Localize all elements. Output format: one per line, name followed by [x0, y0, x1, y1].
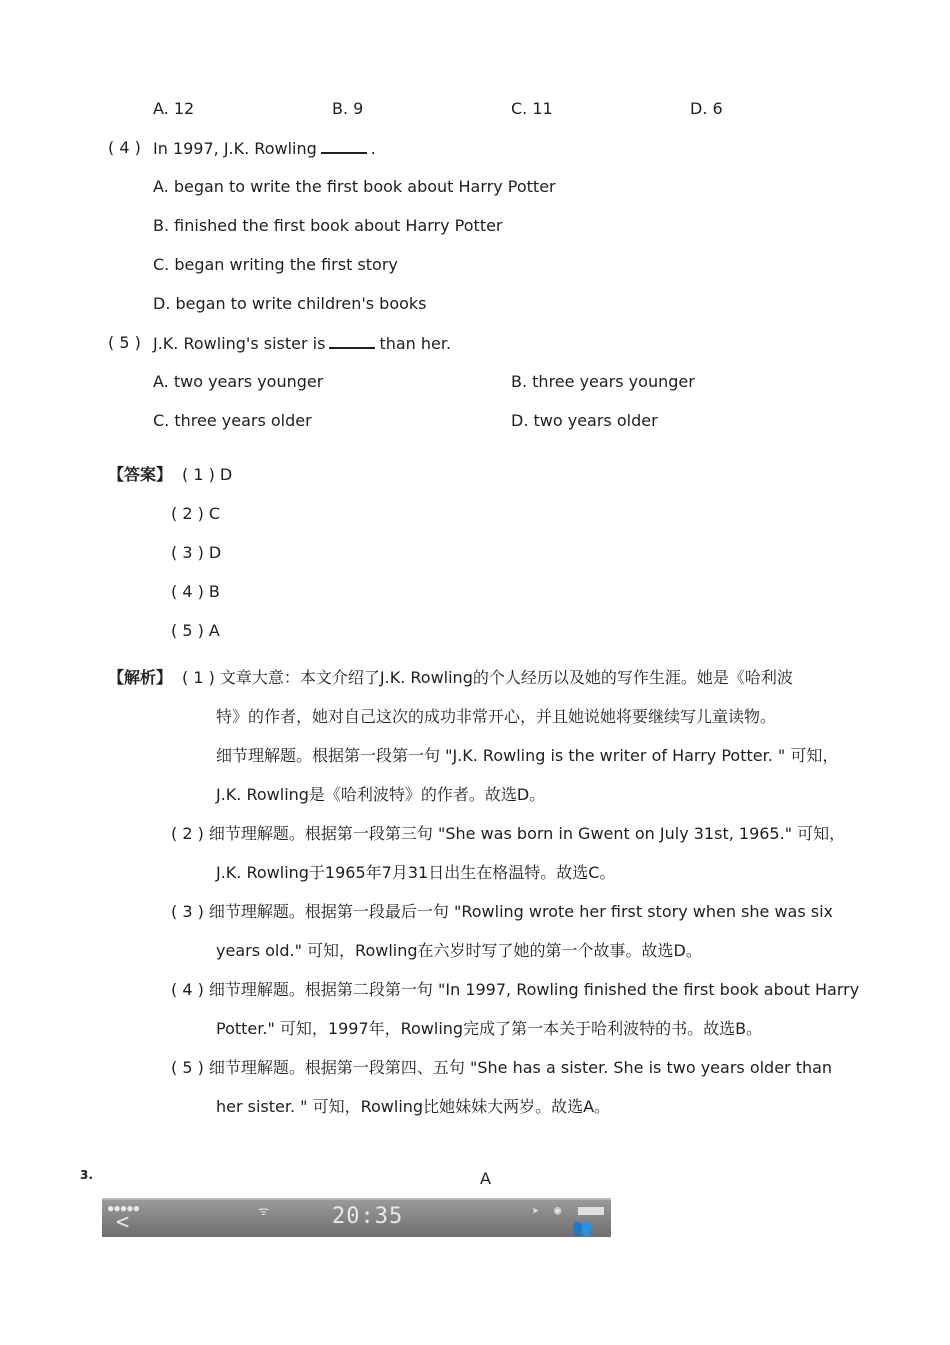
option-c: C. began writing the first story [153, 255, 398, 274]
analysis-line: ( 2 ) 细节理解题。根据第一段第三句 "She was born in Gwent on July 31st, 1965." 可知， [171, 824, 846, 843]
analysis-line: years old." 可知，Rowling在六岁时写了她的第一个故事。故选D。 [216, 941, 702, 960]
question-stem [153, 138, 376, 159]
answer-item: ( 2 ) C [171, 504, 221, 523]
analysis-line: ( 1 ) 文章大意：本文介绍了J.K. Rowling的个人经历以及她的写作生涯。她是《哈利波 [182, 668, 793, 687]
analysis-line: ( 5 ) 细节理解题。根据第一段第四、五句 "She has a sister. She is two years older than [171, 1058, 833, 1077]
option-d: D. began to write children's books [153, 294, 427, 313]
option-d: D. two years older [511, 411, 658, 430]
answer-blank [321, 138, 367, 154]
analysis-line: her sister. " 可知，Rowling比她妹妹大两岁。故选A。 [216, 1097, 611, 1116]
analysis-line: Potter." 可知，1997年，Rowling完成了第一本关于哈利波特的书。故选B。 [216, 1019, 763, 1038]
question-number: ( 5 ) [108, 333, 141, 352]
answer-item: ( 3 ) D [171, 543, 222, 562]
option-b: B. finished the first book about Harry Potter [153, 216, 503, 235]
option-b: B. 9 [332, 99, 364, 118]
signal-dots-icon: ●●●●● [108, 1204, 141, 1214]
phone-status-bar-image [102, 1198, 611, 1237]
stem-text: In 1997, J.K. Rowling [153, 139, 317, 158]
section-label: A [480, 1169, 491, 1188]
battery-icon [578, 1207, 604, 1215]
location-icon: ➤ [532, 1204, 540, 1218]
option-d: D. 6 [690, 99, 723, 118]
analysis-line: 细节理解题。根据第一段第一句 "J.K. Rowling is the writer of Harry Potter. " 可知， [216, 746, 839, 765]
analysis-line: J.K. Rowling于1965年7月31日出生在格温特。故选C。 [216, 863, 616, 882]
option-c: C. three years older [153, 411, 312, 430]
stem-text: J.K. Rowling's sister is [153, 334, 326, 353]
stem-text: than her. [379, 334, 452, 353]
contacts-icon: 👥 [572, 1218, 592, 1237]
option-b: B. three years younger [511, 372, 695, 391]
option-a: A. two years younger [153, 372, 324, 391]
analysis-line: ( 4 ) 细节理解题。根据第二段第一句 "In 1997, Rowling finished the first book about Harry [171, 980, 860, 999]
option-a: A. began to write the first book about Harry Potter [153, 177, 556, 196]
answer-item: ( 4 ) B [171, 582, 220, 601]
analysis-label: 【解析】 [108, 668, 173, 687]
analysis-line: 特》的作者，她对自己这次的成功非常开心，并且她说她将要继续写儿童读物。 [216, 707, 777, 726]
alarm-icon: ◉ [554, 1203, 562, 1217]
answer-item: ( 1 ) D [182, 465, 233, 484]
question-number: ( 4 ) [108, 138, 141, 157]
analysis-line: ( 3 ) 细节理解题。根据第一段最后一句 "Rowling wrote her first story when she was six [171, 902, 834, 921]
question-stem [153, 333, 451, 354]
back-arrow-icon: < [116, 1210, 130, 1235]
answer-item: ( 5 ) A [171, 621, 220, 640]
stem-text: . [370, 139, 376, 158]
wifi-icon: ᯤ [258, 1204, 269, 1218]
question-number: 3. [80, 1168, 93, 1182]
status-time: 20:35 [332, 1204, 404, 1229]
answer-blank [329, 333, 375, 349]
analysis-line: J.K. Rowling是《哈利波特》的作者。故选D。 [216, 785, 546, 804]
answer-label: 【答案】 [108, 465, 173, 484]
option-a: A. 12 [153, 99, 195, 118]
option-c: C. 11 [511, 99, 553, 118]
